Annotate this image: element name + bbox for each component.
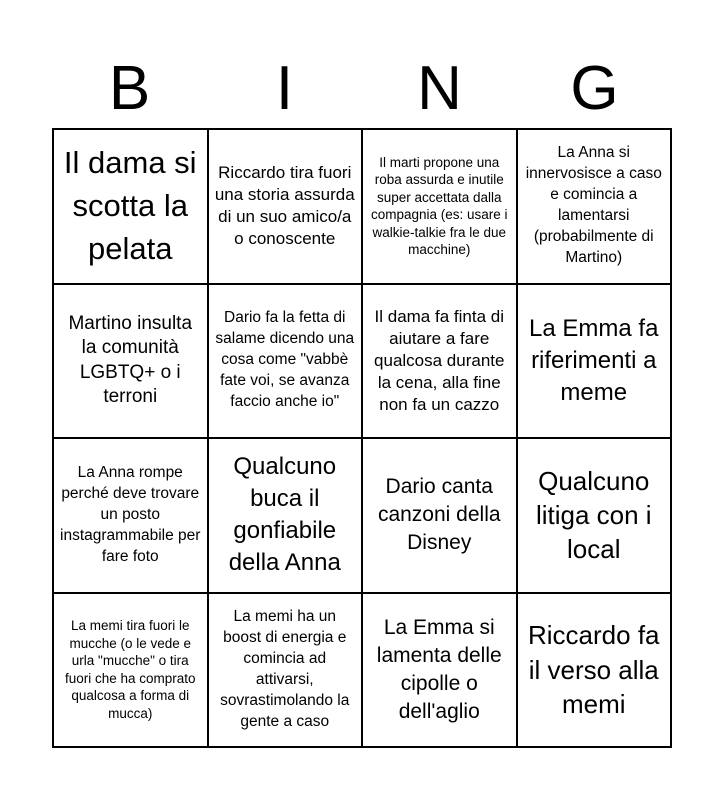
bingo-cell[interactable] [362, 284, 517, 439]
cell-text: La Emma fa riferimenti a meme [529, 314, 659, 406]
cell-text: La Anna si innervosisce a caso e comincia a lamentarsi (probabilmente di Martino) [525, 144, 662, 267]
bingo-cell[interactable] [517, 438, 672, 593]
bingo-cell[interactable] [53, 593, 208, 748]
cell-text: La Anna rompe perché deve trovare un posto instagrammabile per fare foto [60, 463, 201, 565]
header-letter-b: B [108, 54, 151, 123]
bingo-board [52, 128, 672, 748]
cell-text: Qualcuno buca il gonfiabile della Anna [228, 452, 341, 577]
bingo-cell[interactable] [208, 438, 363, 593]
bingo-cell[interactable] [517, 284, 672, 439]
bingo-header [52, 52, 672, 126]
bingo-cell[interactable] [53, 438, 208, 593]
bingo-cell[interactable] [208, 593, 363, 748]
header-letter-i: I [275, 54, 294, 123]
cell-text: Il marti propone una roba assurda e inutile super accettata dalla compagnia (es: usare i walkie-talkie fra le due macchine) [370, 154, 508, 258]
bingo-cell[interactable] [53, 129, 208, 284]
cell-text: Il dama si scotta la pelata [63, 145, 197, 266]
cell-text: Martino insulta la comunità LGBTQ+ o i terroni [68, 313, 193, 408]
bingo-cell[interactable] [517, 129, 672, 284]
bingo-cell[interactable] [53, 284, 208, 439]
cell-text: Riccardo fa il verso alla memi [528, 620, 660, 719]
cell-text: La Emma si lamenta delle cipolle o dell'aglio [376, 615, 502, 723]
cell-text: La memi ha un boost di energia e comincia ad attivarsi, sovrastimolando la gente a caso [220, 607, 350, 730]
bingo-cell[interactable] [362, 438, 517, 593]
bingo-cell[interactable] [208, 129, 363, 284]
header-letter-g: G [570, 54, 619, 123]
cell-text: Dario fa la fetta di salame dicendo una cosa come "vabbè fate voi, se avanza faccio anche io" [215, 309, 355, 411]
cell-text: Dario canta canzoni della Disney [377, 475, 501, 555]
bingo-cell[interactable] [208, 284, 363, 439]
cell-text: La memi tira fuori le mucche (o le vede e urla "mucche" o tira fuori che ha comprato qualcosa a forma di mucca) [64, 618, 196, 721]
bingo-cell[interactable] [362, 129, 517, 284]
cell-text: Qualcuno litiga con i local [535, 465, 652, 565]
cell-text: Il dama fa finta di aiutare a fare qualcosa durante la cena, alla fine non fa un cazzo [374, 306, 505, 414]
bingo-cell[interactable] [517, 593, 672, 748]
cell-text: Riccardo tira fuori una storia assurda di un suo amico/a o conoscente [214, 163, 355, 249]
bingo-cell[interactable] [362, 593, 517, 748]
header-letter-n: N [417, 54, 462, 123]
